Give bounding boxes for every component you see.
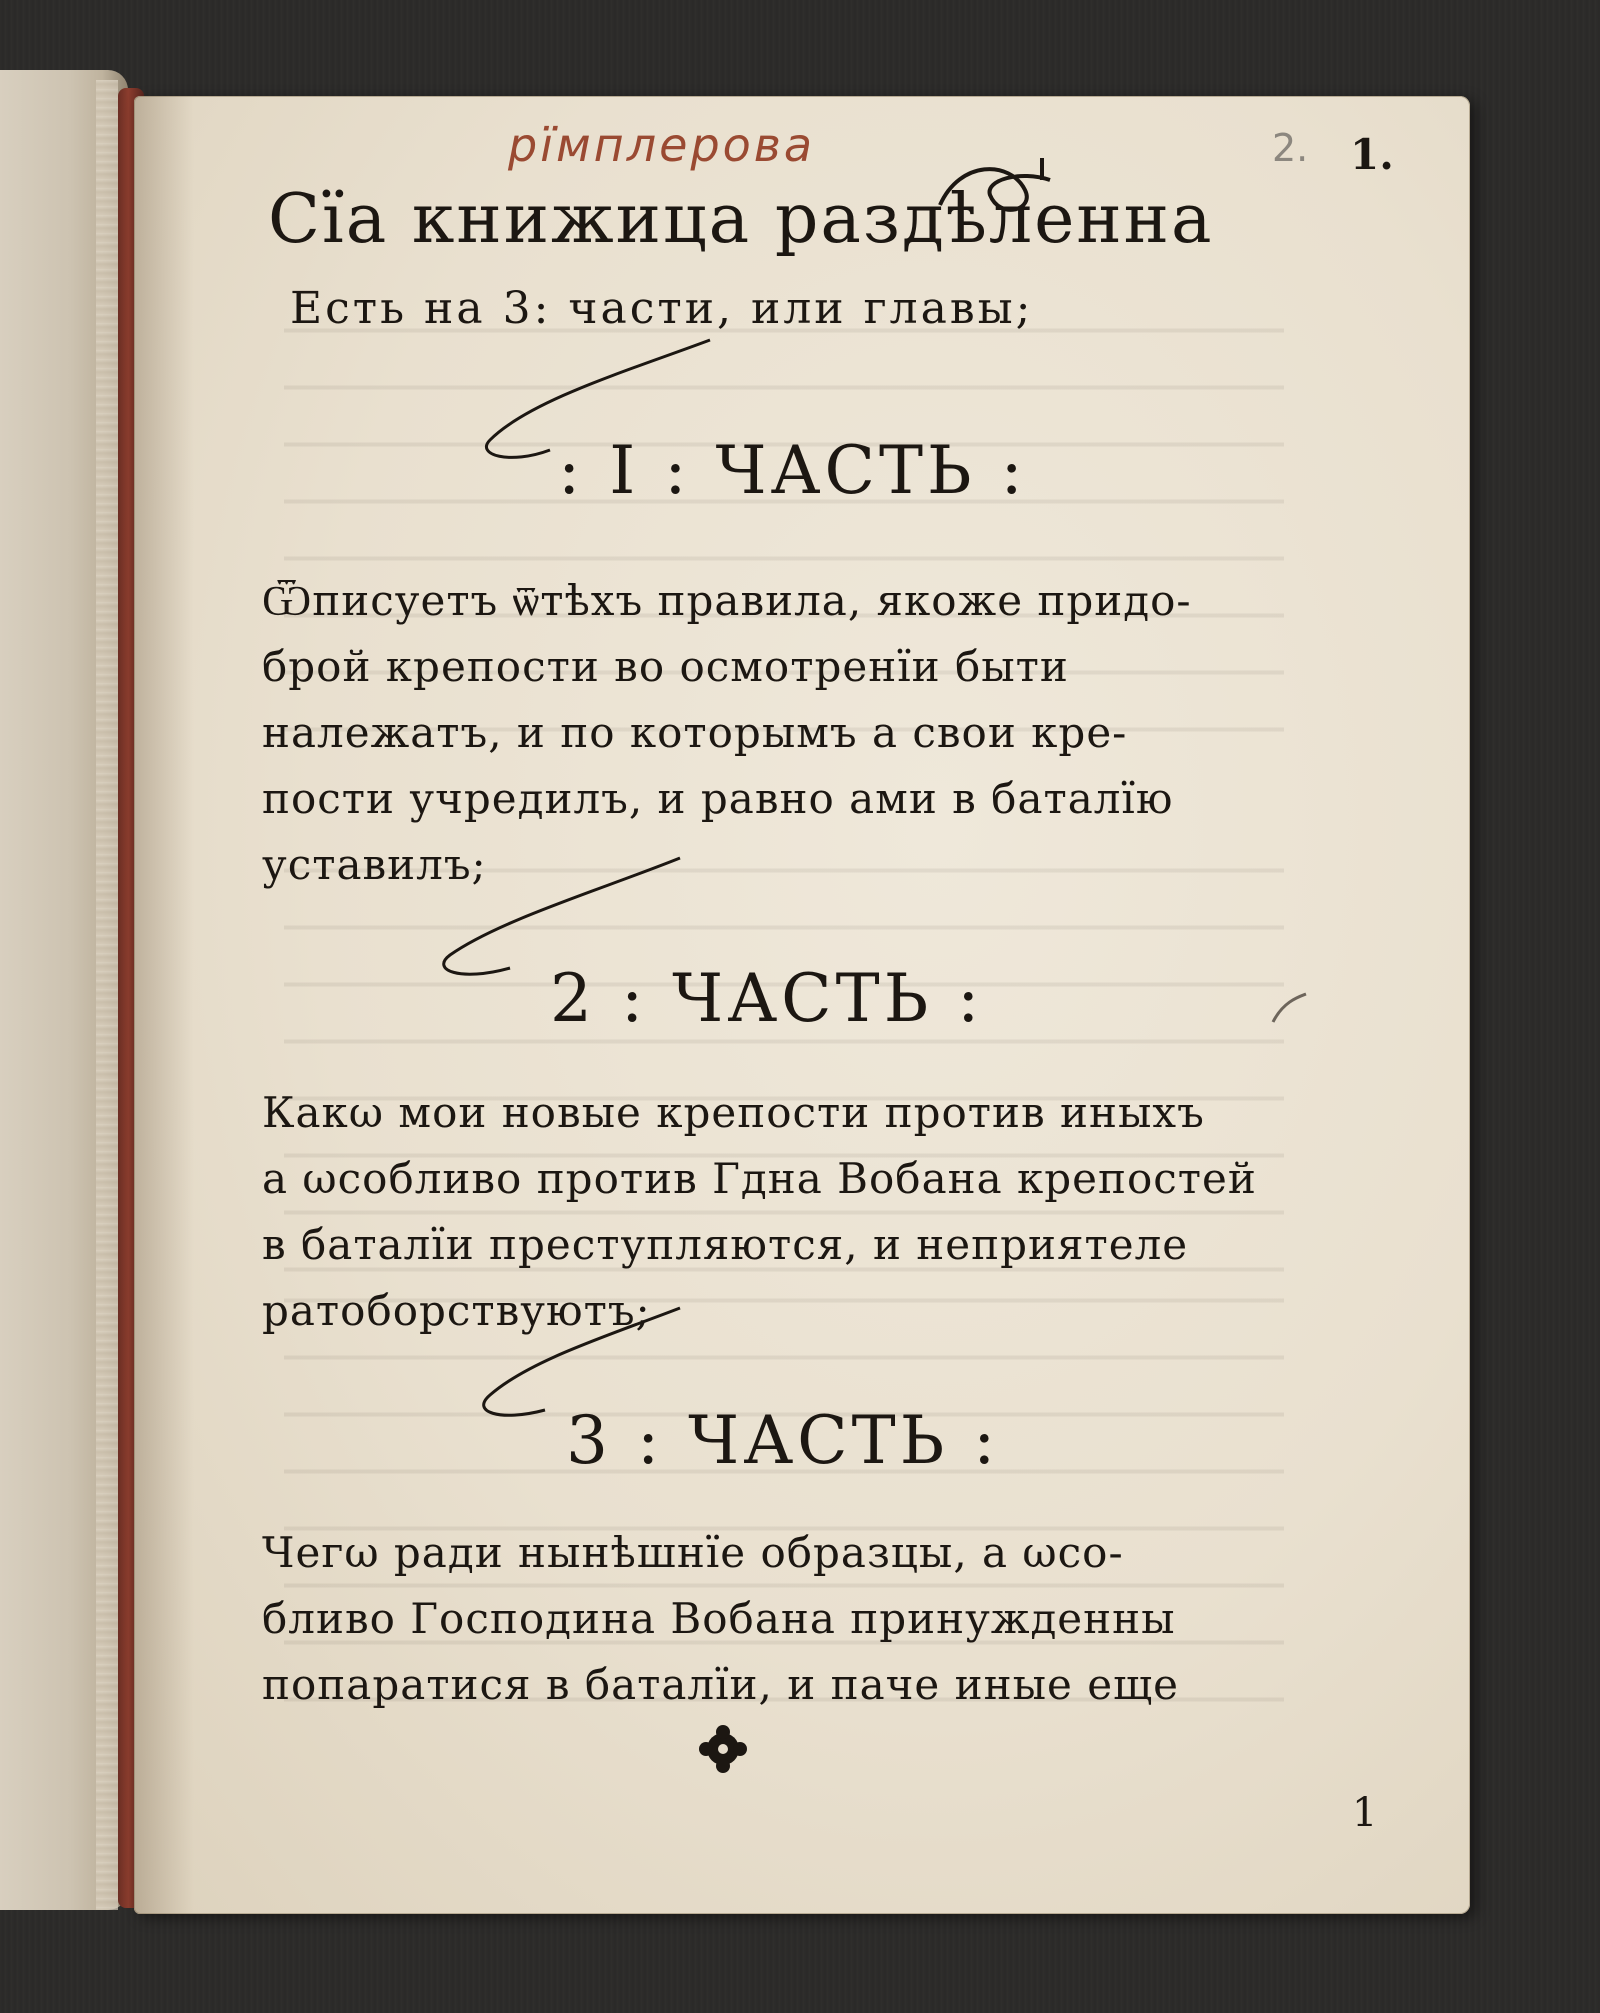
page-title: Сїа книжица раздѣленна bbox=[268, 180, 1214, 259]
text-line: в баталїи преступляются, и неприятеле bbox=[262, 1220, 1189, 1269]
text-line: а ωсобливо против Гдна Вобана крепостей bbox=[262, 1154, 1257, 1203]
page-subtitle: Есть на 3: части, или главы; bbox=[290, 283, 1034, 334]
colophon-ornament-icon bbox=[696, 1722, 750, 1776]
text-line: Чегω ради нынѣшнїе образцы, а ωсо- bbox=[262, 1528, 1124, 1577]
text-line: бливо Господина Вобана принужденны bbox=[262, 1594, 1176, 1643]
text-line: Какω мои новые крепости против иныхъ bbox=[262, 1088, 1205, 1137]
folio-number-ink: 1. bbox=[1350, 130, 1394, 179]
section-heading-1: : I : ЧАСТЬ : bbox=[558, 432, 1027, 509]
text-line: Ѿписуетъ ѿтѣхъ правила, якоже придо- bbox=[262, 576, 1192, 625]
margin-mark bbox=[1268, 992, 1308, 1042]
catchword: 1 bbox=[1352, 1790, 1378, 1836]
section-heading-3: 3 : ЧАСТЬ : bbox=[566, 1402, 1000, 1479]
text-line: пости учредилъ, и равно ами в баталїю bbox=[262, 774, 1174, 823]
section-text-2 bbox=[262, 1080, 1272, 1344]
section-text-1 bbox=[262, 568, 1272, 898]
folio-number-pencil: 2. bbox=[1272, 126, 1309, 170]
text-line: брой крепости во осмотренїи быти bbox=[262, 642, 1069, 691]
text-line: ратоборствуютъ; bbox=[262, 1286, 651, 1335]
section-heading-2: 2 : ЧАСТЬ : bbox=[550, 960, 984, 1037]
section-text-3 bbox=[262, 1520, 1272, 1718]
text-line: уставилъ; bbox=[262, 840, 487, 889]
page-block-edges bbox=[96, 80, 118, 1910]
text-line: попаратися в баталїи, и паче иные еще bbox=[262, 1660, 1179, 1709]
text-line: належатъ, и по которымъ а свои кре- bbox=[262, 708, 1128, 757]
provenance-note: рїмплерова bbox=[508, 118, 816, 172]
